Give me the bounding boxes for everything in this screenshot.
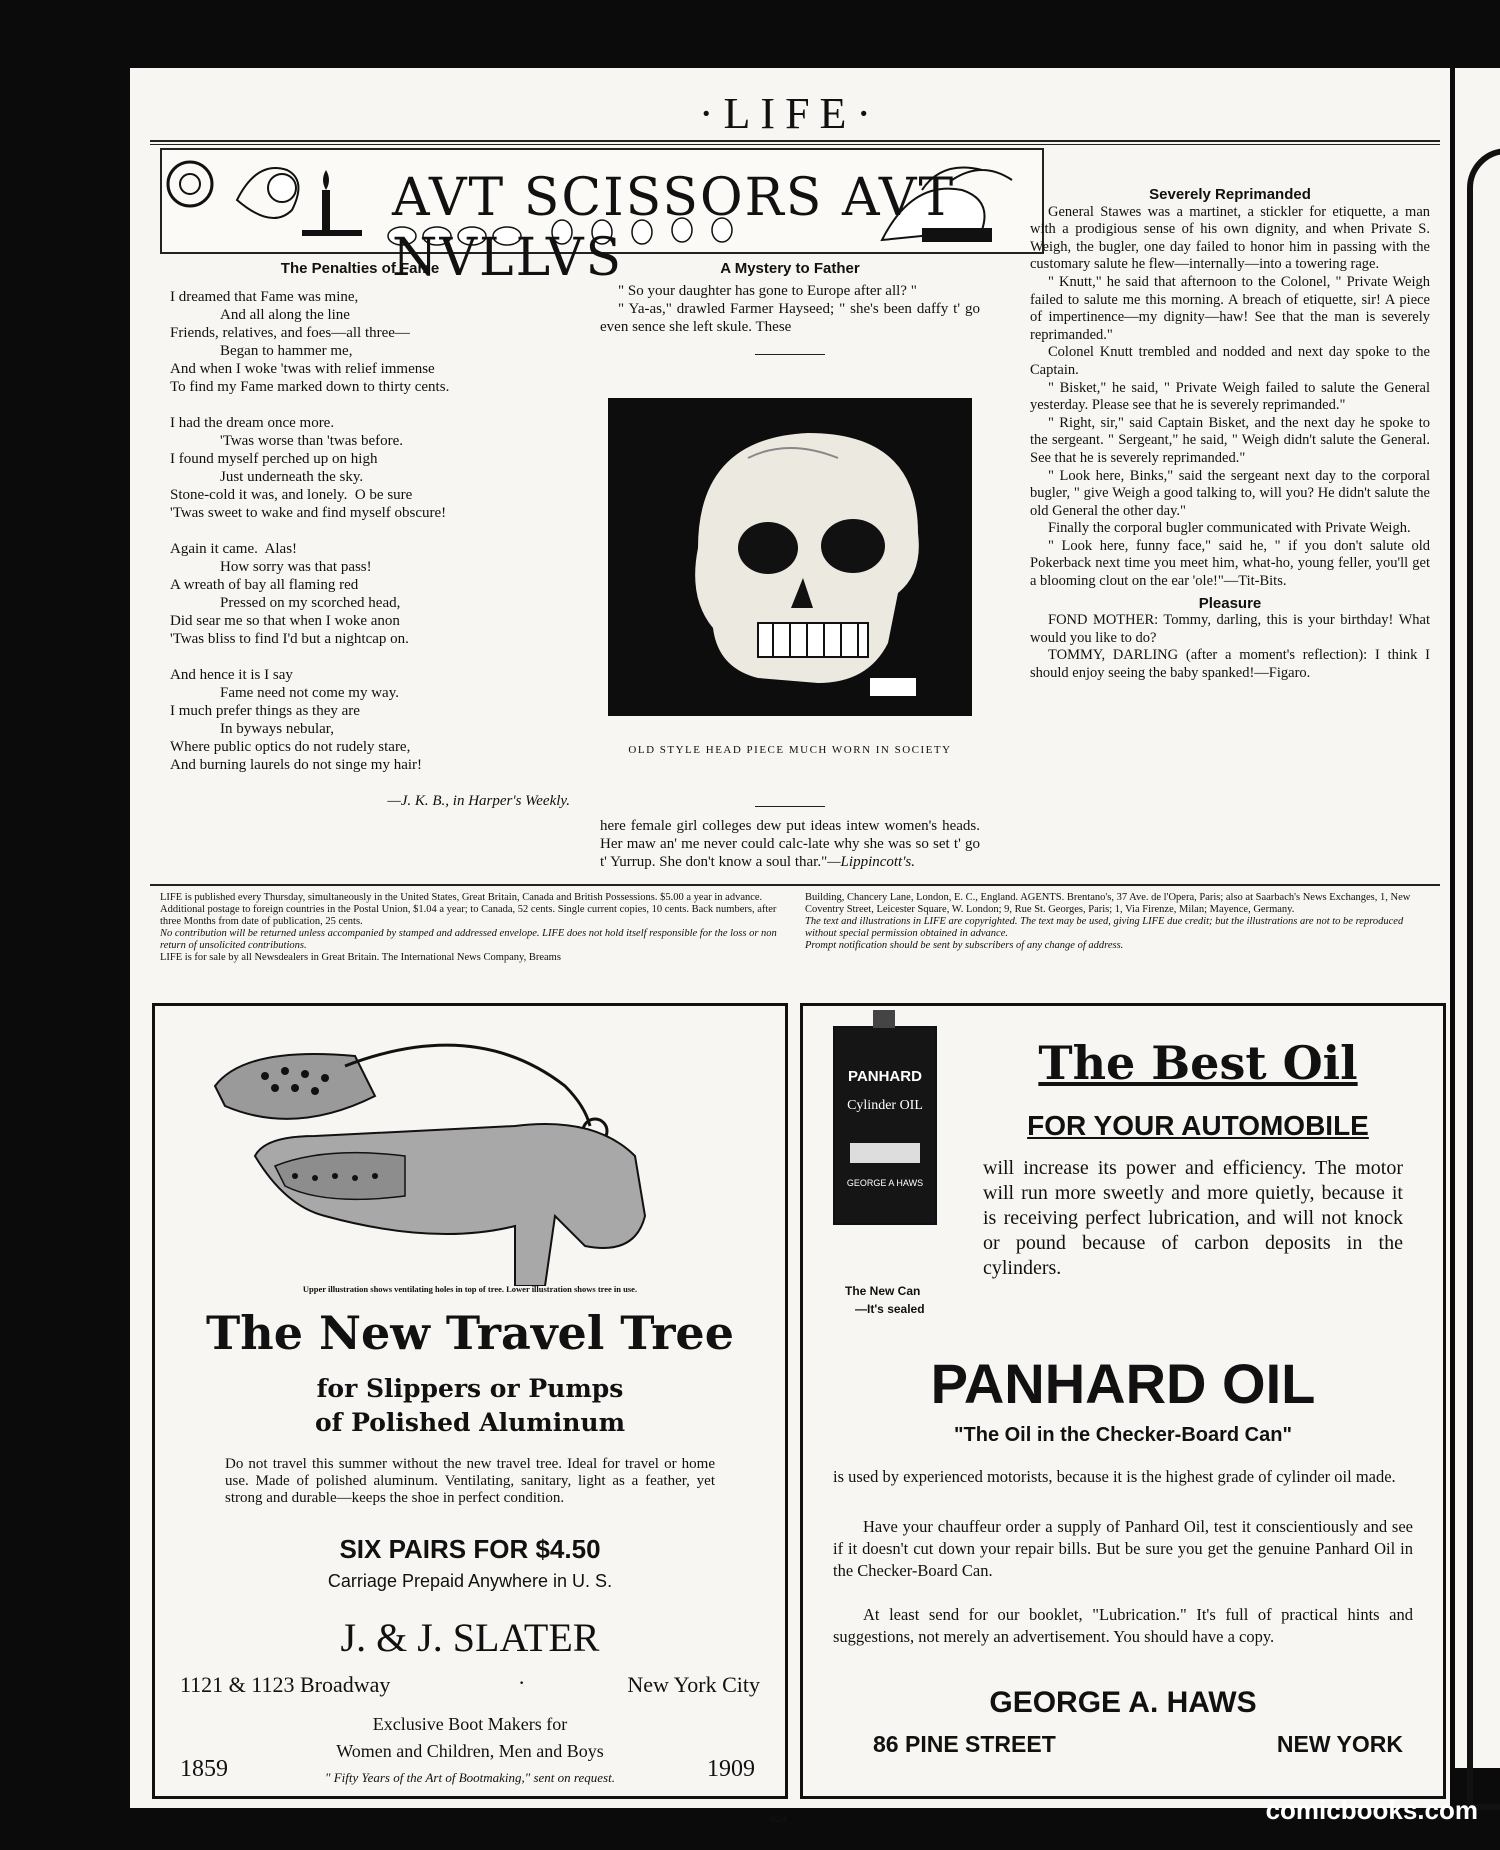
banner-motto: AVT SCISSORS AVT NVLLVS <box>392 168 956 288</box>
travel-prepaid: Carriage Prepaid Anywhere in U. S. <box>327 1571 613 1591</box>
reprimand-paragraph: General Stawes was a martinet, a stickler for etiquette, a man with a prodigious sense of his own dignity, and when Private S. Weigh, the bugler, one day failed to honor him in passing with the customary salute he flew—internally—into a towering rage. <box>1030 203 1430 273</box>
poem-title: The Penalties of Fame <box>280 260 440 277</box>
colophon-rule <box>150 884 1440 886</box>
colophon-right-3: Prompt notification should be sent by subscribers of any change of address. <box>805 940 1124 951</box>
travel-year-start: 1859 <box>180 1756 228 1782</box>
skull-drawing <box>608 398 972 716</box>
poem-line: To find my Fame marked down to thirty cents. <box>170 379 450 395</box>
poem-line: And burning laurels do not singe my hair! <box>170 757 423 773</box>
poem-line: How sorry was that pass! <box>220 559 372 575</box>
oil-can-illustration <box>833 1026 937 1225</box>
poem-line: Fame need not come my way. <box>220 685 399 701</box>
oil-can-spout <box>873 1010 895 1028</box>
mystery-p3 <box>600 817 980 871</box>
poem-stanzas <box>150 288 570 774</box>
adjacent-page-frame <box>1467 148 1500 1810</box>
travel-tree-ad <box>152 1003 788 1799</box>
poem-line: Again it came. Alas! <box>170 541 298 557</box>
masthead-rule <box>150 140 1440 142</box>
colophon-right-2: The text and illustrations in LIFE are copyrighted. The text may be used, giving LIFE due credit; but the illustrations are not to be reproduced without special permission obtained in advance. <box>805 916 1404 939</box>
pleasure-p1: FOND MOTHER: Tommy, darling, this is your birthday! What would you like to do? <box>1030 612 1430 646</box>
mystery-title: A Mystery to Father <box>720 260 860 277</box>
colophon-right-1: Building, Chancery Lane, London, E. C., England. AGENTS. Brentano's, 37 Ave. de l'Opera, Paris; also at Saarbach's News Exchanges, 1, New Coventry Street, Leicester Square, W. London; 9, Rue St. Georges, Paris; 1, Via Firenze, Milan; Mayence, Germany. <box>805 892 1411 915</box>
travel-tag2: Women and Children, Men and Boys <box>336 1741 604 1761</box>
reprimand-paragraph: " Look here, funny face," said he, " if you don't salute old Pokerback next time you meet him, what-ho, young feller, you'll get a blooming clout on the ear 'ole!"—Tit-Bits. <box>1030 537 1430 590</box>
oil-body: will increase its power and efficiency. The motor will run more sweetly and more quietly, because it is receiving perfect lubrication, and will not knock or pound because of carbon deposits in the cylinders. <box>983 1157 1403 1279</box>
masthead: ·LIFE· <box>698 89 882 138</box>
travel-address: 1121 & 1123 Broadway <box>180 1672 391 1697</box>
oil-can-caption2: —It's sealed <box>855 1302 925 1316</box>
pleasure-p2: TOMMY, DARLING (after a moment's reflection): I think I should enjoy seeing the baby spanked!—Figaro. <box>1030 647 1430 682</box>
poem-line: Pressed on my scorched head, <box>220 595 401 611</box>
reprimand-paragraphs <box>1030 204 1430 591</box>
poem-line: Friends, relatives, and foes—all three— <box>170 325 410 341</box>
poem-stanza <box>150 414 570 522</box>
travel-sub2: of Polished Aluminum <box>314 1408 626 1437</box>
travel-sub1: for Slippers or Pumps <box>316 1374 624 1403</box>
reprimand-paragraph: Finally the corporal bugler communicated with Private Weigh. <box>1048 520 1411 537</box>
poem-column <box>150 260 570 810</box>
travel-headline: The New Travel Tree <box>206 1306 734 1360</box>
poem-line: In byways nebular, <box>220 721 334 737</box>
oil-can-caption1: The New Can <box>845 1284 921 1298</box>
reprimand-title: Severely Reprimanded <box>1149 186 1311 203</box>
oil-sub: FOR YOUR AUTOMOBILE <box>1027 1110 1369 1141</box>
poem-line: Just underneath the sky. <box>220 469 364 485</box>
mystery-p3-text: here female girl colleges dew put ideas intew women's heads. Her maw an' me never could calc-late why she was so set t' go t' Yurrup. She don't know a soul thar." <box>600 818 980 870</box>
mystery-p2: " Ya-as," drawled Farmer Hayseed; " she's been daffy t' go even sence she left skule. These <box>600 301 980 335</box>
shoe-tree-illustration <box>195 1026 755 1286</box>
poem-line: I found myself perched up on high <box>170 451 378 467</box>
mystery-column <box>600 260 980 355</box>
poem-line: Began to hammer me, <box>220 343 353 359</box>
poem-stanza <box>150 666 570 774</box>
travel-company: J. & J. SLATER <box>340 1615 600 1660</box>
colophon-left-3: LIFE is for sale by all Newsdealers in Great Britain. The International News Company, Breams <box>160 952 561 963</box>
oil-can-label: PANHARD <box>848 1068 922 1085</box>
oil-p1: is used by experienced motorists, because it is the highest grade of cylinder oil made. <box>833 1467 1396 1486</box>
pleasure-title: Pleasure <box>1198 594 1262 612</box>
page-number: 824 <box>770 1813 787 1825</box>
oil-can-checker <box>850 1143 920 1163</box>
mystery-continued <box>600 806 980 871</box>
mystery-divider-2 <box>755 806 825 807</box>
oil-brand: PANHARD OIL <box>930 1352 1316 1415</box>
oil-city: NEW YORK <box>1276 1731 1403 1757</box>
oil-street: 86 PINE STREET <box>873 1731 1056 1757</box>
reprimand-paragraph: " Look here, Binks," said the sergeant next day to the corporal bugler, " give Weigh a good talking to, will you? He didn't salute the old General the other day." <box>1030 467 1430 519</box>
colophon-right <box>805 892 1430 952</box>
poem-line: I had the dream once more. <box>170 415 335 431</box>
panhard-oil-ad <box>800 1003 1446 1799</box>
colophon-left-1: LIFE is published every Thursday, simultaneously in the United States, Great Britain, Canada and British Possessions. $5.00 a year in advance. Additional postage to foreign countries in the Postal Union, $1.04 a year; to Canada, 52 cents. Single current copies, 10 cents. Back numbers, after three Months from date of publication, 25 cents. <box>160 892 777 927</box>
poem-stanza <box>150 540 570 648</box>
masthead-rule-thin <box>150 144 1440 145</box>
oil-p2: Have your chauffeur order a supply of Panhard Oil, test it conscientiously and see if it doesn't cut down your repair bills. But be sure you get the genuine Panhard Oil in the Checker-Board Can. <box>833 1517 1413 1580</box>
poem-line: And all along the line <box>220 307 350 323</box>
reprimand-column <box>1030 186 1430 683</box>
travel-illus-caption: Upper illustration shows ventilating holes in top of tree. Lower illustration shows tree in use. <box>302 1284 638 1294</box>
poem-line: Where public optics do not rudely stare, <box>170 739 411 755</box>
watermark: comicbooks.com <box>1265 1795 1478 1825</box>
poem-line: I much prefer things as they are <box>170 703 360 719</box>
oil-can-maker: GEORGE A HAWS <box>846 1178 924 1188</box>
reprimand-paragraph: Colonel Knutt trembled and nodded and next day spoke to the Captain. <box>1030 344 1430 378</box>
poem-line: 'Twas sweet to wake and find myself obscure! <box>170 505 447 521</box>
poem-line: 'Twas worse than 'twas before. <box>220 433 404 449</box>
oil-headline: The Best Oil <box>1038 1036 1358 1090</box>
reprimand-paragraph: " Bisket," he said, " Private Weigh failed to salute the General yesterday. Please see that he is severely reprimanded." <box>1030 379 1430 414</box>
oil-can-sub: Cylinder OIL <box>847 1098 923 1113</box>
travel-tag1: Exclusive Boot Makers for <box>372 1714 568 1734</box>
poem-line: Stone-cold it was, and lonely. O be sure <box>170 487 413 503</box>
reprimand-paragraph: " Knutt," he said that afternoon to the Colonel, " Private Weigh failed to salute me this morning. A breach of etiquette, sir! A piece of impertinence—my dignity—haw! See that the man is severely reprimanded." <box>1030 273 1430 343</box>
mystery-credit: —Lippincott's. <box>827 854 916 870</box>
travel-address-dot: · <box>518 1670 526 1695</box>
travel-city: New York City <box>627 1672 760 1697</box>
travel-year-end: 1909 <box>707 1756 755 1782</box>
poem-line: A wreath of bay all flaming red <box>170 577 359 593</box>
oil-slogan: "The Oil in the Checker-Board Can" <box>954 1424 1292 1446</box>
oil-company: GEORGE A. HAWS <box>989 1686 1257 1719</box>
poem-line: And hence it is I say <box>170 667 293 683</box>
travel-price: SIX PAIRS FOR $4.50 <box>339 1534 601 1564</box>
poem-line: And when I woke 'twas with relief immense <box>170 361 435 377</box>
colophon-left-2: No contribution will be returned unless accompanied by stamped and addressed envelope. LIFE does not hold itself responsible for the loss or non return of unsolicited contributions. <box>160 928 777 951</box>
poem-line: 'Twas bliss to find I'd but a nightcap on. <box>170 631 409 647</box>
poem-line: I dreamed that Fame was mine, <box>170 289 359 305</box>
poem-credit: —J. K. B., in Harper's Weekly. <box>387 793 570 809</box>
poem-stanza <box>150 288 570 396</box>
adjacent-page-edge <box>1455 68 1500 1768</box>
colophon-left <box>160 892 785 964</box>
oil-p3: At least send for our booklet, "Lubrication." It's full of practical hints and suggestions, not merely an advertisement. You should have a copy. <box>833 1605 1413 1646</box>
poem-line: Did sear me so that when I woke anon <box>170 613 400 629</box>
mystery-divider <box>755 354 825 355</box>
skull-illustration <box>608 398 972 716</box>
travel-body: Do not travel this summer without the new travel tree. Ideal for travel or home use. Made of polished aluminum. Ventilating, sanitary, light as a feather, yet strong and durable—keeps the shoe in perfect condition. <box>225 1456 715 1506</box>
skull-caption: OLD STYLE HEAD PIECE MUCH WORN IN SOCIETY <box>628 744 952 756</box>
reprimand-paragraph: " Right, sir," said Captain Bisket, and the next day he spoke to the sergeant. " Sergeant," he said, " Weigh didn't salute the General. See that he is severely reprimanded." <box>1030 414 1430 466</box>
mystery-p1: " So your daughter has gone to Europe after all? " <box>618 283 917 299</box>
travel-footer: " Fifty Years of the Art of Bootmaking," sent on request. <box>325 1770 615 1785</box>
